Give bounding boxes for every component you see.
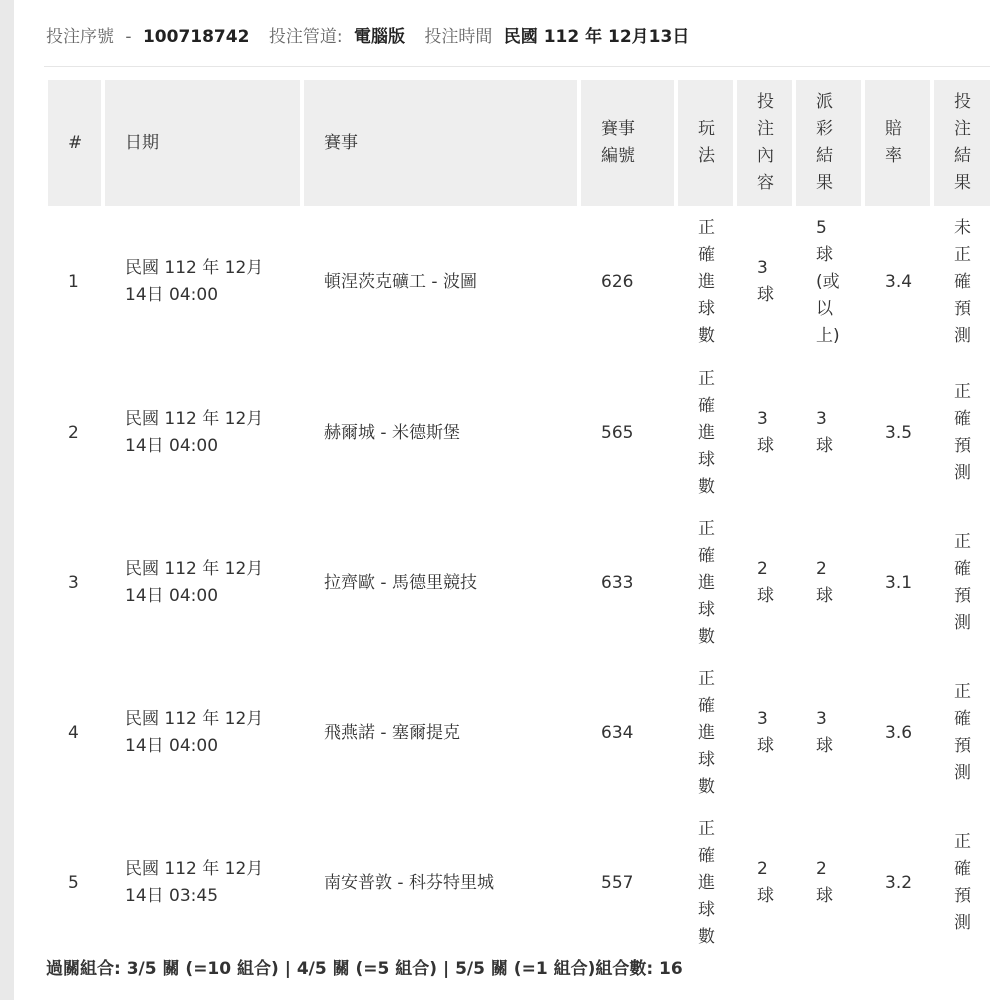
col-header-odds: 賠率: [865, 80, 930, 206]
cell-bet-content: 2球: [757, 559, 774, 606]
cell-bet-result: 未正確預測: [954, 217, 971, 346]
cell-payout-result: 2球: [816, 859, 833, 906]
cell-match: 拉齊歐 - 馬德里競技: [324, 572, 477, 593]
cell-payout-result: 3球: [816, 709, 833, 756]
cell-date: 民國 112 年 12月14日 04:00: [125, 709, 264, 756]
table-header-row: [48, 80, 990, 206]
cell-payout-result: 2球: [816, 559, 833, 606]
bet-table: [44, 80, 994, 958]
cell-match: 飛燕諾 - 塞爾提克: [324, 722, 460, 743]
table-row: [48, 508, 990, 658]
col-header-date: 日期: [105, 80, 300, 206]
bet-detail-card: [14, 0, 1002, 1000]
cell-match-id: 565: [601, 422, 634, 443]
cell-bet-content: 2球: [757, 859, 774, 906]
cell-match-id: 557: [601, 872, 634, 893]
cell-date: 民國 112 年 12月14日 04:00: [125, 258, 264, 305]
cell-odds: 3.2: [885, 872, 913, 893]
channel-label: 投注管道:: [268, 27, 343, 47]
cell-date: 民國 112 年 12月14日 03:45: [125, 859, 264, 906]
cell-date: 民國 112 年 12月14日 04:00: [125, 409, 264, 456]
serial-separator: -: [125, 27, 132, 47]
cell-number: 2: [68, 422, 79, 443]
col-header-match-id: 賽事編號: [581, 80, 674, 206]
bet-info-header: [46, 22, 689, 52]
cell-payout-result: 5球(或以上): [816, 217, 840, 346]
cell-odds: 3.1: [885, 572, 913, 593]
cell-match: 赫爾城 - 米德斯堡: [324, 422, 460, 443]
cell-bet-content: 3球: [757, 409, 774, 456]
time-label: 投注時間: [424, 27, 493, 47]
header-divider: [44, 66, 990, 67]
channel-value: 電腦版: [353, 27, 405, 47]
col-header-bet-content: 投注內容: [737, 80, 792, 206]
cell-odds: 3.5: [885, 422, 913, 443]
cell-bet-result: 正確預測: [954, 532, 971, 633]
col-header-play-type: 玩法: [678, 80, 733, 206]
serial-label: 投注序號: [46, 27, 114, 47]
cell-bet-result: 正確預測: [954, 682, 971, 783]
cell-play-type: 正確進球數: [698, 818, 715, 947]
cell-bet-content: 3球: [757, 709, 774, 756]
cell-match: 頓涅茨克礦工 - 波圖: [324, 271, 477, 292]
cell-number: 1: [68, 271, 79, 292]
cell-play-type: 正確進球數: [698, 368, 715, 497]
table-row: [48, 808, 990, 958]
table-row: [48, 658, 990, 808]
serial-value: 100718742: [142, 27, 250, 47]
cell-bet-content: 3球: [757, 258, 774, 305]
cell-number: 3: [68, 572, 79, 593]
cell-odds: 3.6: [885, 722, 913, 743]
cell-bet-result: 正確預測: [954, 832, 971, 933]
table-row: [48, 206, 990, 358]
col-header-payout-result: 派彩結果: [796, 80, 861, 206]
cell-number: 5: [68, 872, 79, 893]
parlay-summary: 過關組合: 3/5 關 (=10 組合) | 4/5 關 (=5 組合) | 5/5 關 (=1 組合)組合數: 16: [46, 959, 683, 979]
time-value: 民國 112 年 12月13日: [503, 27, 690, 47]
cell-number: 4: [68, 722, 79, 743]
cell-match-id: 634: [601, 722, 634, 743]
col-header-number: #: [48, 80, 101, 206]
cell-play-type: 正確進球數: [698, 668, 715, 797]
cell-payout-result: 3球: [816, 409, 833, 456]
cell-odds: 3.4: [885, 271, 913, 292]
cell-play-type: 正確進球數: [698, 217, 715, 346]
col-header-match: 賽事: [304, 80, 577, 206]
table-row: [48, 358, 990, 508]
cell-match-id: 633: [601, 572, 634, 593]
col-header-bet-result: 投注結果: [934, 80, 990, 206]
cell-play-type: 正確進球數: [698, 518, 715, 647]
cell-bet-result: 正確預測: [954, 382, 971, 483]
cell-match-id: 626: [601, 271, 634, 292]
cell-match: 南安普敦 - 科芬特里城: [324, 872, 494, 893]
cell-date: 民國 112 年 12月14日 04:00: [125, 559, 264, 606]
